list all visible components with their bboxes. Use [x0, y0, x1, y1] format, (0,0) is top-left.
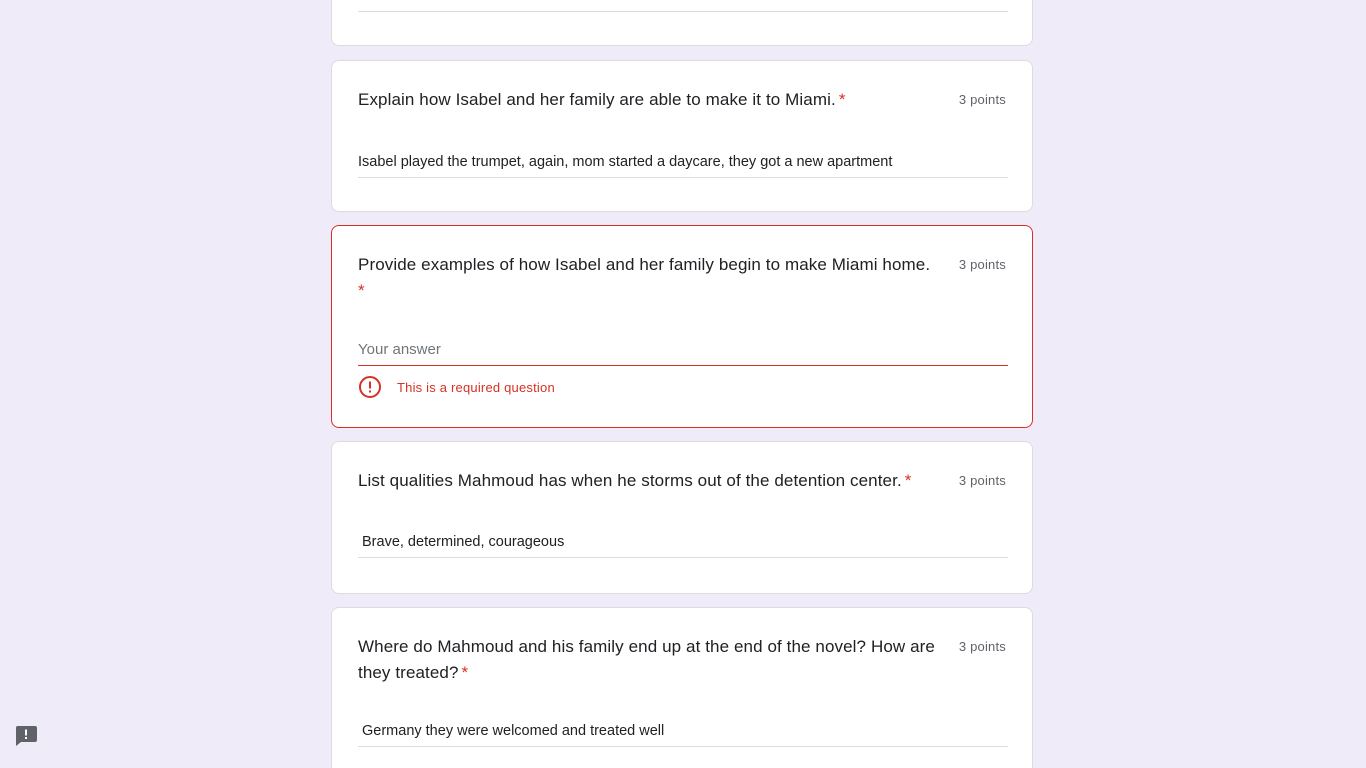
answer-input[interactable] [358, 526, 1008, 558]
answer-input[interactable] [358, 715, 1008, 747]
question-title: Provide examples of how Isabel and her family begin to make Miami home. * [358, 255, 931, 300]
answer-field-previous[interactable] [358, 0, 1008, 12]
question-card-1 [331, 60, 1033, 212]
question-title: Where do Mahmoud and his family end up at the end of the novel? How are they treated? * [358, 637, 935, 682]
question-card-previous [331, 0, 1033, 46]
required-asterisk: * [461, 663, 469, 682]
required-asterisk: * [838, 90, 846, 109]
points-label: 3 points [958, 92, 1006, 107]
error-outline-icon [358, 375, 382, 399]
question-card-3 [331, 441, 1033, 594]
question-card-4 [331, 607, 1033, 768]
report-feedback-icon[interactable] [14, 725, 38, 747]
points-label: 3 points [958, 257, 1006, 272]
question-title: Explain how Isabel and her family are able to make it to Miami. * [358, 90, 846, 109]
points-label: 3 points [958, 639, 1006, 654]
question-title: List qualities Mahmoud has when he storms out of the detention center. * [358, 471, 912, 490]
answer-input[interactable] [358, 334, 1008, 366]
required-asterisk: * [904, 471, 912, 490]
error-text: This is a required question [397, 379, 555, 395]
question-card-2 [331, 225, 1033, 428]
points-label: 3 points [958, 473, 1006, 488]
error-message [358, 374, 555, 400]
answer-input[interactable] [358, 146, 1008, 178]
required-asterisk: * [358, 281, 365, 300]
